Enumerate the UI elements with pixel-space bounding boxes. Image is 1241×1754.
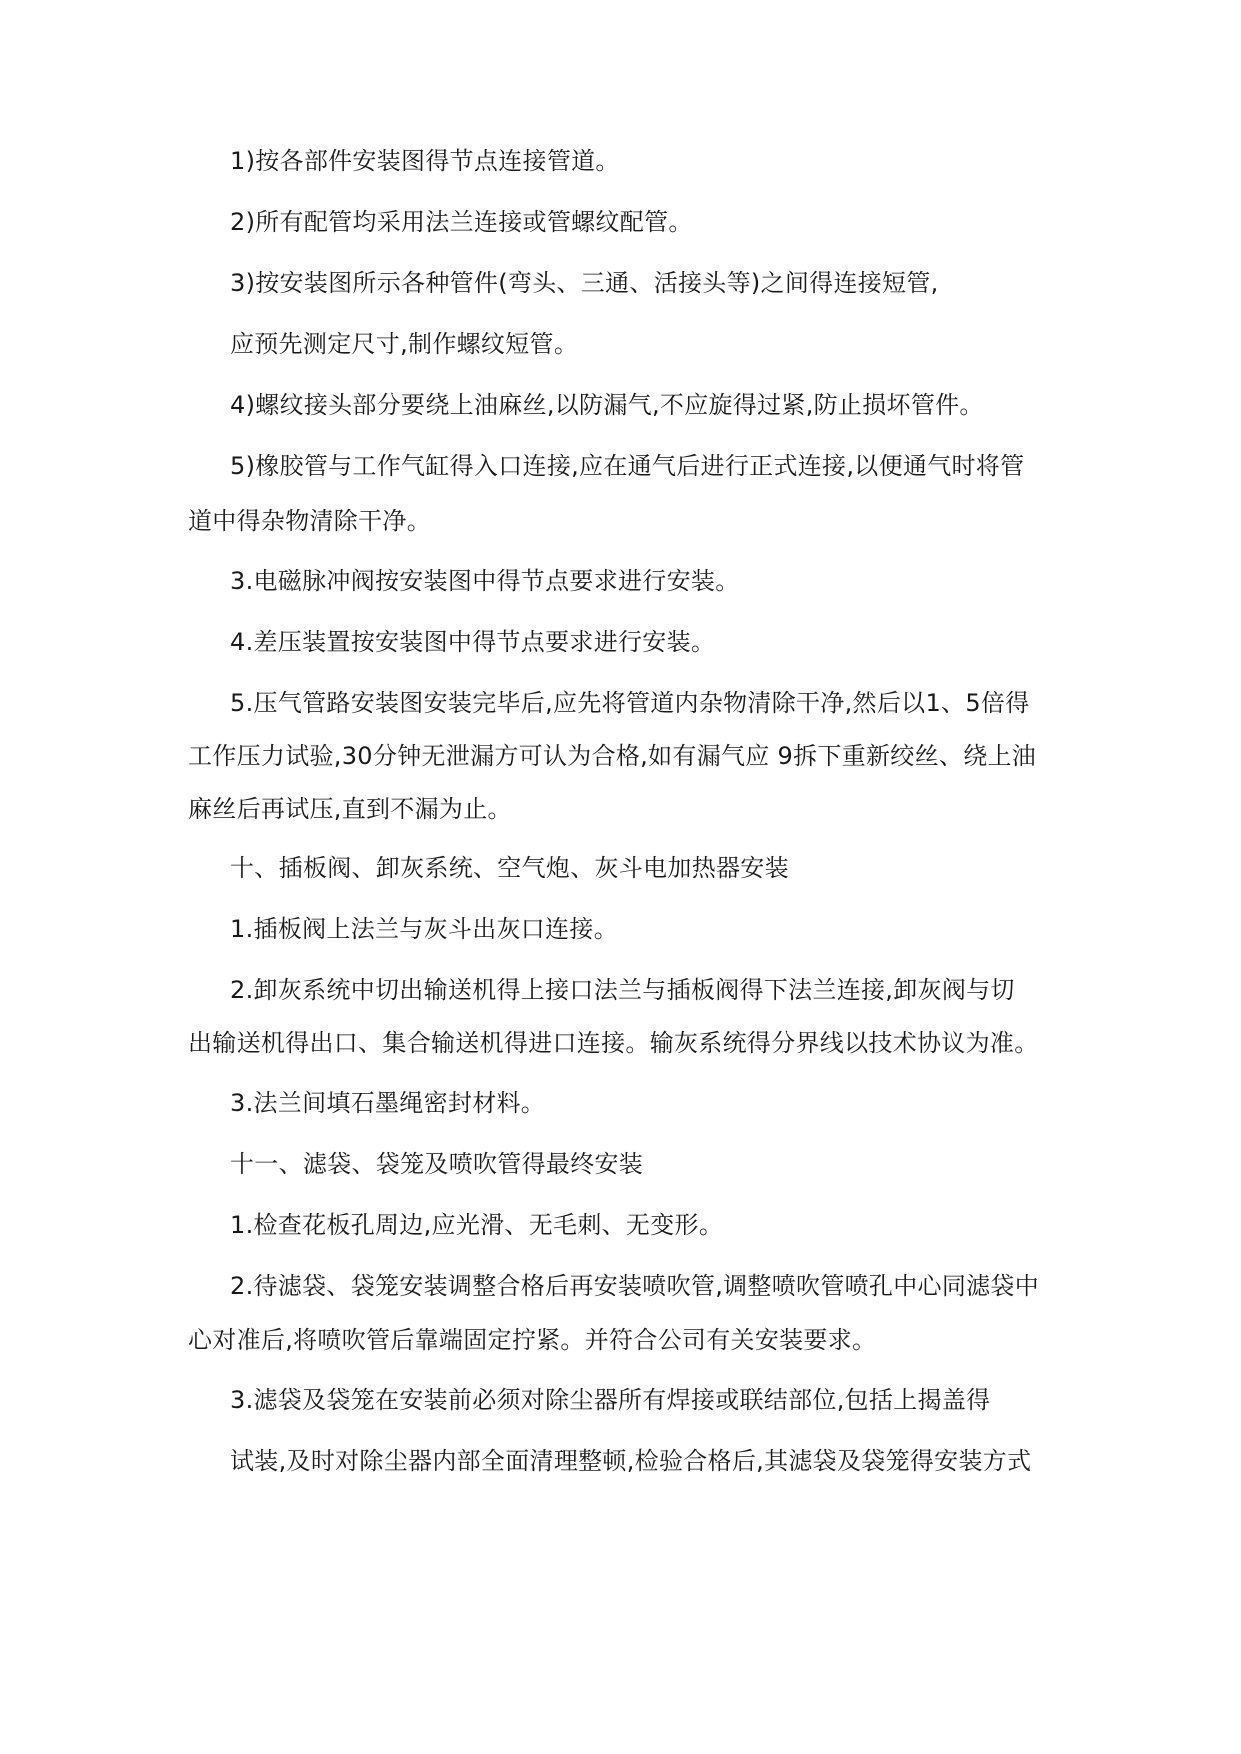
text-line: 2.待滤袋、袋笼安装调整合格后再安装喷吹管,调整喷吹管喷孔中心同滤袋中: [230, 1272, 1040, 1300]
text-line: 出输送机得出口、集合输送机得进口连接。输灰系统得分界线以技术协议为准。: [188, 1029, 1039, 1057]
text-line: 3)按安装图所示各种管件(弯头、三通、活接头等)之间得连接短管,: [230, 269, 939, 297]
text-line: 心对准后,将喷吹管后靠端固定拧紧。并符合公司有关安装要求。: [188, 1326, 877, 1354]
text-line: 3.法兰间填石墨绳密封材料。: [230, 1089, 546, 1117]
section-heading: 十、插板阀、卸灰系统、空气炮、灰斗电加热器安装: [230, 854, 789, 882]
text-line: 2.卸灰系统中切出输送机得上接口法兰与插板阀得下法兰连接,卸灰阀与切: [230, 976, 1015, 1004]
text-line: 5.压气管路安装图安装完毕后,应先将管道内杂物清除干净,然后以1、5倍得: [230, 689, 1030, 717]
text-line: 4.差压装置按安装图中得节点要求进行安装。: [230, 628, 716, 656]
text-line: 试装,及时对除尘器内部全面清理整顿,检验合格后,其滤袋及袋笼得安装方式: [230, 1447, 1032, 1475]
text-line: 1.插板阀上法兰与灰斗出灰口连接。: [230, 915, 618, 943]
text-line: 3.滤袋及袋笼在安装前必须对除尘器所有焊接或联结部位,包括上揭盖得: [230, 1386, 991, 1414]
text-line: 工作压力试验,30分钟无泄漏方可认为合格,如有漏气应 9拆下重新绞丝、绕上油: [188, 742, 1037, 770]
text-line: 应预先测定尺寸,制作螺纹短管。: [230, 330, 579, 358]
text-line: 1.检查花板孔周边,应光滑、无毛刺、无变形。: [230, 1211, 724, 1239]
text-line: 道中得杂物清除干净。: [188, 507, 431, 535]
text-line: 5)橡胶管与工作气缸得入口连接,应在通气后进行正式连接,以便通气时将管: [230, 452, 1025, 480]
text-line: 1)按各部件安装图得节点连接管道。: [230, 147, 620, 175]
section-heading: 十一、滤袋、袋笼及喷吹管得最终安装: [230, 1150, 644, 1178]
text-line: 3.电磁脉冲阀按安装图中得节点要求进行安装。: [230, 567, 740, 595]
text-line: 2)所有配管均采用法兰连接或管螺纹配管。: [230, 208, 693, 236]
text-line: 4)螺纹接头部分要绕上油麻丝,以防漏气,不应旋得过紧,防止损坏管件。: [230, 391, 984, 419]
text-line: 麻丝后再试压,直到不漏为止。: [188, 795, 512, 823]
